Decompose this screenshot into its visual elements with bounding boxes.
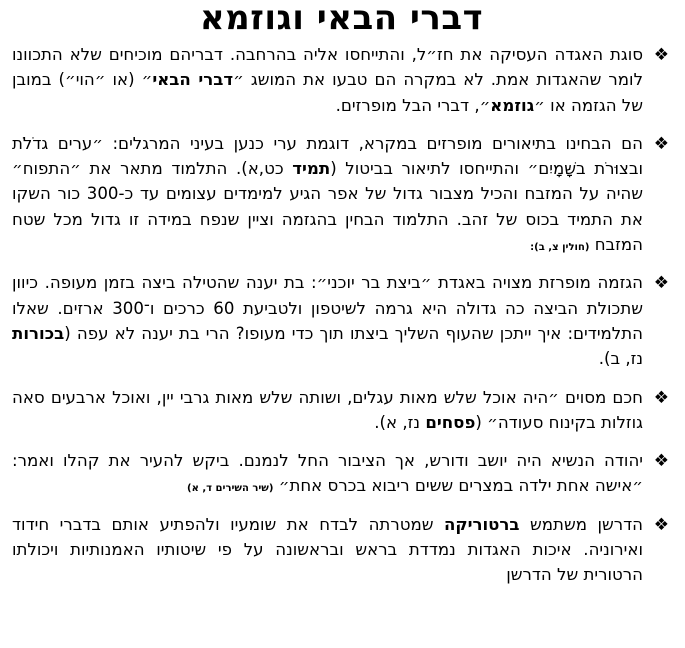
page-title: דברי הבאי וגוזמא [199,0,484,38]
item-text: שמטרתה לבדח את שומעיו ולהפתיע אותם בדברי חידוד ואירוניה. איכות האגדות נמדדת בראש ובראשונה על פי שיטותיו האמנותיות ויכולתו הרטורית של הדרשן [12,514,643,585]
source-name: בכורות [12,323,65,343]
item-text: הם הבחינו בתיאורים מופרזים במקרא, דוגמת ערי כנען בעיני המרגלים: ״ערים גדֹלֹת ובצוּרֹת בשָּׁמָיִם״ והתייחסו לתיאור בביטול ( [12,133,643,179]
list-item [12,385,671,436]
list-item [12,512,671,588]
item-text: יהודה הנשיא היה יושב ודורש, אך הציבור החל לנמנם. ביקש להעיר את קהלו ואמר: ״אישה אחת ילדה במצרים ששים ריבוא בכרס אחת״ [12,451,643,496]
item-text: ״, דברי הבל מופרזים. [335,95,491,115]
diamond-bullet-icon: ❖ [653,451,669,472]
item-text: הדרשן משתמש [519,514,643,534]
diamond-bullet-icon: ❖ [653,133,669,154]
emphasis-term: גוזמא [490,95,535,115]
item-text: הגזמה מופרזת מצויה באגדת ״ביצת בר יוכני״: בת יענה שהטילה ביצה בזמן מעופה. כיוון שתכולת הביצה כה גדולה היא גרמה לשיטפון ולטביעת 60 כרכים ו־300 ארזים. שאלו התלמידים: איך ייתכן שהעוף השליך ביצתו תוך כדי מעופו? הרי בת יענה לא עפה ( [12,273,643,343]
item-text: כט,א). התלמוד מתאר את ״התפוח״ שהיה על המזבח והכיל מצבור גדול של אפר הגיע למימדים עצומים עד כ-300 כור השקו את התמיד בכוס של זהב. התלמוד הבחין בהגזמה וציין שנפח במידה זו גדול מכל שטח המזבח [12,159,643,255]
emphasis-term: דברי הבאי [152,70,234,90]
item-text: ״ (או ״הוי״) במובן של הגזמה או ״ [12,70,643,115]
item-text: סוגת האגדה העסיקה את חז״ל, והתייחסו אליה בהרחבה. דבריהם מוכיחים שלא התכוונו לומר שהאגדות אמת. לא במקרה הם טבעו את המושג ״ [12,45,644,90]
emphasis-term: ברטוריקה [443,514,520,534]
diamond-bullet-icon: ❖ [653,387,669,408]
source-name: פסחים [425,412,476,432]
diamond-bullet-icon: ❖ [653,273,669,294]
bullet-list [12,42,671,588]
list-item [12,131,671,257]
list-item [12,448,671,499]
item-text: נז, ב). [598,349,643,369]
diamond-bullet-icon: ❖ [653,45,669,65]
citation: (חולין צ, ב): [530,242,590,254]
diamond-bullet-icon: ❖ [653,514,669,535]
list-item [12,42,671,118]
citation: (שיר השירים ד, א) [187,483,274,495]
item-text: חכם מסוים ״היה אוכל שלש מאות עגלים, ושותה שלש מאות גרבי יין, ואוכל ארבעים סאה גוזלות בקינוח סעודה״ ( [12,387,643,432]
source-name: תמיד [292,159,331,179]
item-text: נז, א). [374,412,426,432]
list-item [12,270,671,371]
